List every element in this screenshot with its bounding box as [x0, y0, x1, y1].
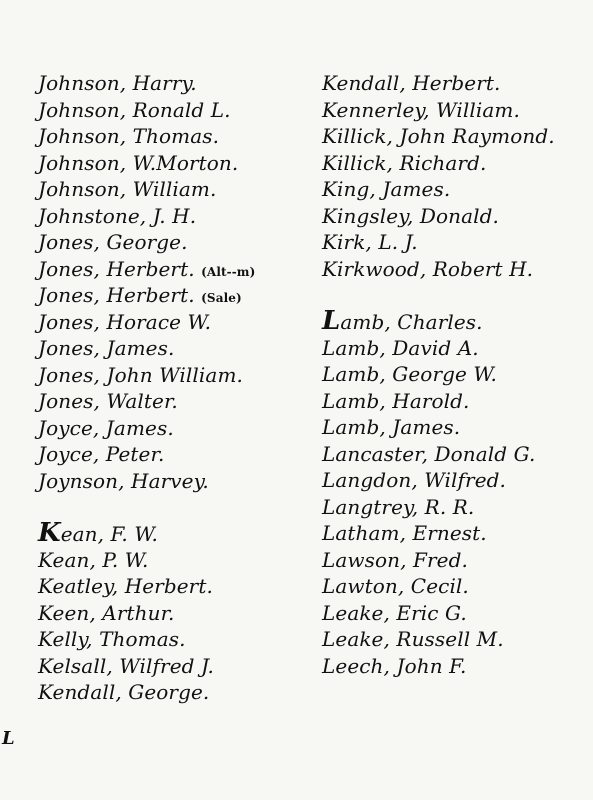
illuminated-initial: L [322, 306, 341, 336]
section-gap [322, 282, 593, 308]
name-text: Lamb, Harold. [322, 388, 470, 413]
name-text: Lawton, Cecil. [322, 574, 469, 598]
name-entry [322, 361, 593, 388]
name-text: Kennerley, William. [322, 97, 520, 122]
name-entry [38, 573, 318, 600]
name-entry [322, 229, 593, 256]
name-entry [322, 467, 593, 494]
name-text: Lamb, James. [322, 415, 461, 439]
name-entry [38, 176, 318, 203]
name-entry [38, 282, 318, 309]
name-text: Leake, Eric G. [322, 600, 467, 625]
name-text: Kingsley, Donald. [322, 203, 500, 228]
name-text: Johnson, William. [38, 177, 217, 201]
name-text: ean, F. W. [60, 522, 158, 546]
name-entry [322, 600, 593, 627]
name-text: Jones, Herbert. [38, 283, 195, 307]
name-text: Jones, James. [38, 336, 175, 360]
name-text: Killick, Richard. [322, 150, 487, 175]
name-entry [322, 256, 593, 283]
name-entry [322, 150, 593, 177]
name-text: Kean, P. W. [38, 547, 149, 572]
name-entry [38, 547, 318, 574]
name-text: Keatley, Herbert. [38, 574, 213, 598]
name-entry [322, 203, 593, 230]
name-text: Latham, Ernest. [322, 521, 487, 545]
name-text: Jones, George. [38, 230, 188, 254]
name-text: Keen, Arthur. [38, 600, 175, 625]
name-text: Johnson, Ronald L. [38, 97, 231, 122]
name-entry [322, 97, 593, 124]
name-text: Kendall, George. [38, 680, 210, 704]
name-text: Joyce, James. [38, 415, 174, 440]
name-text: Kelsall, Wilfred J. [38, 653, 215, 678]
name-entry [38, 600, 318, 627]
name-note: (Sale) [201, 291, 242, 305]
name-entry [38, 335, 318, 362]
name-entry [38, 70, 318, 97]
name-text: Johnstone, J. H. [38, 203, 197, 228]
name-entry [38, 150, 318, 177]
name-entry [38, 97, 318, 124]
name-entry [38, 256, 318, 283]
name-entry [38, 653, 318, 680]
name-entry [38, 441, 318, 468]
name-text: Jones, John William. [38, 362, 243, 387]
name-entry [38, 468, 318, 495]
name-text: Langdon, Wilfred. [322, 468, 506, 492]
name-entry [322, 308, 593, 335]
name-entry [38, 203, 318, 230]
name-entry [38, 520, 318, 547]
name-text: Langtrey, R. R. [322, 494, 475, 519]
name-entry [322, 547, 593, 574]
name-text: Joyce, Peter. [38, 442, 165, 466]
name-entry [322, 441, 593, 468]
name-entry [38, 362, 318, 389]
name-entry [322, 70, 593, 97]
name-text: Lawson, Fred. [322, 547, 468, 572]
name-entry [322, 123, 593, 150]
name-note: (Alt--m) [201, 264, 256, 279]
name-text: Johnson, Harry. [38, 71, 197, 95]
illuminated-initial: K [38, 518, 61, 548]
name-entry [322, 335, 593, 362]
section-gap [38, 494, 318, 520]
name-text: Jones, Horace W. [38, 309, 212, 334]
name-text: Kirkwood, Robert H. [322, 256, 534, 281]
name-entry [322, 388, 593, 415]
name-entry [322, 573, 593, 600]
name-text: Leech, John F. [322, 653, 467, 678]
name-entry [322, 520, 593, 547]
name-entry [322, 176, 593, 203]
name-entry [38, 123, 318, 150]
name-text: Kirk, L. J. [322, 230, 418, 254]
name-text: Lancaster, Donald G. [322, 441, 536, 466]
name-text: Lamb, George W. [322, 362, 498, 386]
name-entry [38, 626, 318, 653]
name-text: Joynson, Harvey. [38, 468, 209, 493]
name-text: Leake, Russell M. [322, 627, 504, 651]
left-column [38, 70, 318, 706]
name-text: Lamb, David A. [322, 335, 479, 360]
name-text: Kelly, Thomas. [38, 627, 186, 651]
margin-mark: L [2, 728, 15, 749]
name-entry [38, 679, 318, 706]
name-entry [322, 414, 593, 441]
name-text: King, James. [322, 177, 451, 201]
right-column [322, 70, 593, 679]
name-text: Killick, John Raymond. [322, 124, 555, 148]
name-entry [322, 494, 593, 521]
name-entry [38, 388, 318, 415]
name-entry [38, 415, 318, 442]
name-text: Kendall, Herbert. [322, 71, 501, 95]
name-entry [38, 229, 318, 256]
name-text: amb, Charles. [340, 310, 483, 334]
name-text: Jones, Walter. [38, 389, 178, 413]
name-entry [322, 653, 593, 680]
name-text: Johnson, Thomas. [38, 124, 220, 148]
name-text: Johnson, W.Morton. [38, 150, 239, 175]
name-entry [38, 309, 318, 336]
name-entry [322, 626, 593, 653]
name-text: Jones, Herbert. [38, 256, 195, 281]
